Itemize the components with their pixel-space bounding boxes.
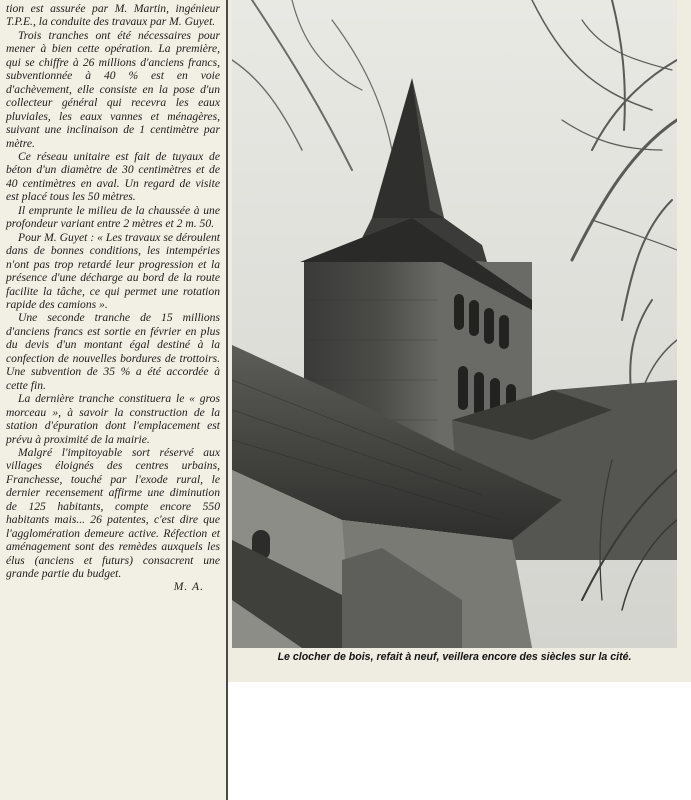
photo-caption: Le clocher de bois, refait à neuf, veillera encore des siècles sur la cité. <box>277 651 632 663</box>
article-paragraph: Malgré l'impitoyable sort réservé aux villages éloignés des centres urbains, Franchesse, touché par l'exode rural, le dernier recensement affirme une diminution de 125 habitants, compte encore 550 habitants mais... 26 patentes, c'est dire que l'agglomération demeure active. Réfection et aménagement sont des remèdes auxquels les élus (anciens et futurs) consacrent une grande partie du budget. <box>6 445 220 581</box>
article-paragraph: Ce réseau unitaire est fait de tuyaux de béton d'un diamètre de 30 centimètres et de 40 centimètres en aval. Un regard de visite est placé tous les 50 mètres. <box>6 149 220 204</box>
article-paragraph: Une seconde tranche de 15 millions d'anciens francs est sortie en février en plus du devis d'un montant égal destiné à la confection de nouvelles bordures de trottoirs. Une subvention de 35 % a été accordée à cette fin. <box>6 311 220 392</box>
article-paragraph: La dernière tranche constituera le « gros morceau », à savoir la construction de la station d'épuration dont l'emplacement est prévu à proximité de la mairie. <box>6 392 220 446</box>
article-paragraph: tion est assurée par M. Martin, ingénieur T.P.E., la conduite des travaux par M. Guyet. <box>6 2 220 29</box>
church-bell-tower-photo <box>232 0 677 648</box>
article-paragraph: Pour M. Guyet : « Les travaux se déroulent dans de bonnes conditions, les intempéries n'ont pas trop retardé leur progression et la présence d'une décharge au bord de la route facilite la tâche, ce qui permet une rotation rapide des camions ». <box>6 230 220 311</box>
article-text <box>6 2 220 594</box>
article-paragraph: Trois tranches ont été nécessaires pour mener à bien cette opération. La première, qui se chiffre à 26 millions d'anciens francs, subventionnée à 40 % est en voie d'achèvement, elle consiste en la pose d'un collecteur général qui recevra les eaux pluviales, les eaux vannes et ménagères, suivant une inclinaison de 1 centimètre par mètre. <box>6 28 220 150</box>
column-rule <box>226 0 228 800</box>
author-signature: M. A. <box>173 580 204 594</box>
article-paragraph: Il emprunte le milieu de la chaussée à une profondeur variant entre 2 mètres et 2 m. 50. <box>6 203 220 231</box>
